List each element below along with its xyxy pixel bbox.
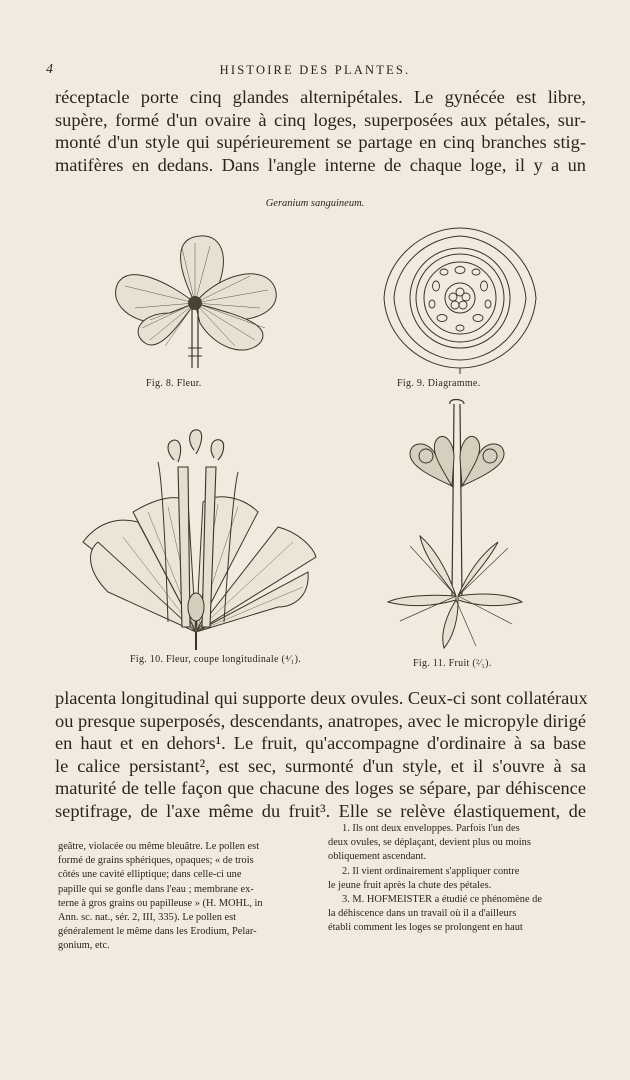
running-title: HISTOIRE DES PLANTES.	[219, 63, 411, 77]
text-line: matifères en dedans. Dans l'angle interne de chaque loge, il y a un	[55, 154, 586, 175]
text-line: placenta longitudinal qui supporte deux ovules. Ceux-ci sont collatéraux	[55, 688, 588, 708]
footnote-line: généralement le même dans les Erodium, Pelar-	[58, 926, 257, 938]
footnote-line: le jeune fruit après la chute des pétales.	[328, 879, 492, 891]
body-text-bottom	[55, 687, 586, 822]
flower-illustration	[100, 228, 290, 373]
footnote-2: 2. Il vient ordinairement s'appliquer contre	[342, 865, 520, 877]
footnote-line: gonium, etc.	[58, 940, 110, 952]
footnotes-left	[58, 840, 310, 954]
fruit-illustration	[380, 396, 530, 650]
body-text-top	[55, 86, 586, 176]
footnote-1: 1. Ils ont deux enveloppes. Parfois l'un des	[342, 823, 520, 834]
footnote-line: côtés une cavité elliptique; dans celle-ci une	[58, 869, 242, 881]
text-line: le calice persistant², est sec, surmonté d'un style, et il s'ouvre à sa	[55, 755, 586, 776]
footnote-line: geâtre, violacée ou même bleuâtre. Le pollen est	[58, 841, 260, 852]
fig8-caption: Fig. 8. Fleur.	[146, 378, 202, 389]
footnote-line: la déhiscence dans un travail où il a d'ailleurs	[328, 908, 517, 920]
flower-section-illustration	[78, 422, 318, 650]
fig11-caption: Fig. 11. Fruit (²⁄₁).	[413, 658, 492, 669]
footnote-line: terne à gros grains ou papilleuse » (H. MOHL, in	[58, 897, 263, 909]
page-number: 4	[46, 62, 53, 77]
text-line: réceptacle porte cinq glandes alternipétales. Le gynécée est libre,	[55, 87, 586, 107]
footnote-line: Ann. sc. nat., sér. 2, III, 335). Le pollen est	[58, 912, 237, 924]
fig9-caption: Fig. 9. Diagramme.	[397, 378, 481, 389]
text-line: maturité de telle façon que chacune des loges se sépare, par déhiscence	[55, 778, 586, 798]
text-line: ou presque superposés, descendants, anatropes, avec le micropyle dirigé	[55, 710, 586, 731]
text-line: septifrage, de l'axe même du fruit³. Elle se relève élastiquement, de	[55, 800, 586, 821]
species-caption: Geranium sanguineum.	[265, 198, 365, 209]
text-line: en haut et en dehors¹. Le fruit, qu'accompagne d'ordinaire à sa base	[55, 733, 586, 753]
text-line: supère, formé d'un ovaire à cinq loges, superposées aux pétales, sur-	[55, 109, 586, 130]
footnote-line: deux ovules, se déplaçant, devient plus ou moins	[328, 837, 531, 849]
footnote-line: obliquement ascendant.	[328, 851, 427, 863]
floral-diagram	[378, 220, 543, 375]
text-line: monté d'un style qui supérieurement se partage en cinq branches stig-	[55, 132, 586, 152]
footnote-line: formé de grains sphériques, opaques; « de trois	[58, 855, 254, 867]
footnote-3: 3. M. HOFMEISTER a étudié ce phénomène de	[342, 894, 542, 906]
fig10-caption: Fig. 10. Fleur, coupe longitudinale (⁴⁄₁).	[130, 654, 302, 665]
footnote-line: papille qui se gonfle dans l'eau ; membrane ex-	[58, 883, 254, 895]
footnotes-right	[328, 822, 584, 936]
footnote-line: établi comment les loges se prolongent en haut	[328, 922, 523, 934]
